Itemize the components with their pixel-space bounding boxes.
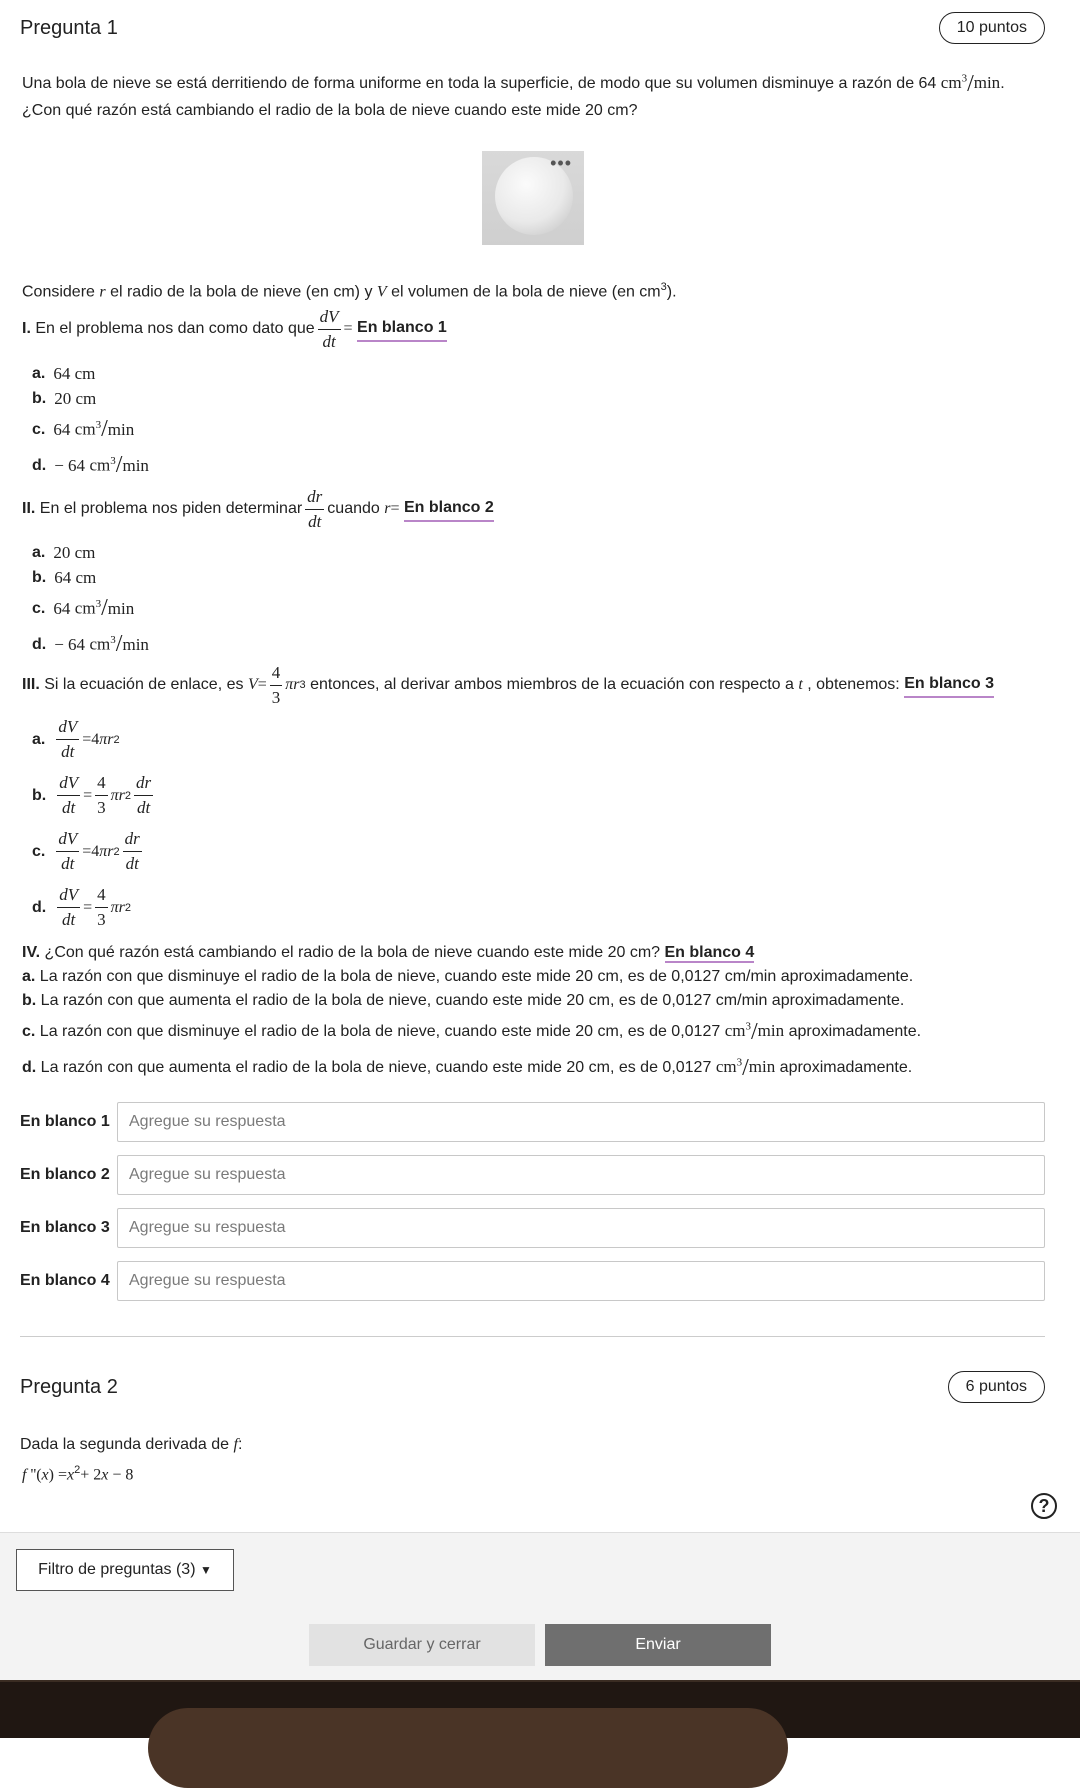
question-2-points-badge: 6 puntos xyxy=(948,1371,1045,1403)
answer-label-3: En blanco 3 xyxy=(20,1219,110,1236)
question-1-header xyxy=(20,10,1045,46)
item-II-text: En el problema nos piden determinar xyxy=(39,500,303,518)
consider-text-a: Considere xyxy=(22,283,95,301)
blank-1-marker[interactable]: En blanco 1 xyxy=(357,317,447,341)
four-thirds-fraction: $\frac{4}{3}$ xyxy=(271,663,281,707)
item-III-option-b: b. $\frac{dV}{dt}$ = $\frac{4}{3}$ πr 2 $\frac{dr}{dt}$ xyxy=(32,773,152,817)
question-filter-label: Filtro de preguntas (3) xyxy=(38,1561,196,1578)
consider-text-b: el radio de la bola de nieve (en cm) y xyxy=(110,283,373,301)
item-II-option-c: c. 64 $cm^3$ / min xyxy=(32,595,135,621)
snowball-image xyxy=(482,151,584,245)
item-IV xyxy=(22,942,754,964)
item-III-option-d: d. $\frac{dV}{dt}$ = $\frac{4}{3}$ πr 2 xyxy=(32,885,132,929)
item-IV-option-b: b. La razón con que aumenta el radio de la bola de nieve, cuando este mide 20 cm, es de 0,0127 cm/min aproximadamente. xyxy=(22,992,905,1009)
answer-input-1[interactable] xyxy=(117,1102,1045,1142)
help-icon[interactable]: ? xyxy=(1031,1493,1057,1519)
item-IV-num: IV. xyxy=(22,944,41,961)
question-2-formula: f ''$(x) =x^2+ 2x - 8$ xyxy=(22,1464,134,1484)
consider-line: Considere r el radio de la bola de nieve (en cm) y V el volumen de la bola de nieve (en $cm^3$). xyxy=(22,281,677,301)
answer-row-3 xyxy=(20,1207,1045,1249)
blank-2-marker[interactable]: En blanco 2 xyxy=(404,497,494,521)
item-III: III. Si la ecuación de enlace, es V = $\frac{4}{3}$ πr 3 entonces, al derivar ambos miembros de la ecuación con respecto a t , obtenemos: En blanco 3 xyxy=(22,663,994,707)
item-I-option-d: d. − 64 $cm^3$ / min xyxy=(32,452,149,478)
bottom-dark-panel xyxy=(0,1680,1080,1738)
item-II-text2: cuando xyxy=(327,500,380,518)
image-more-icon[interactable]: ••• xyxy=(550,153,572,173)
answer-label-1: En blanco 1 xyxy=(20,1113,110,1130)
item-I-option-c: c. 64 $cm^3$ / min xyxy=(32,416,135,442)
question-1-points-badge: 10 puntos xyxy=(939,12,1045,44)
question-2-header xyxy=(20,1369,1045,1405)
item-III-text3: , obtenemos: xyxy=(807,676,900,694)
item-IV-option-c: c. La razón con que disminuye el radio de la bola de nieve, cuando este mide 20 cm, es de 0,0127 $cm^3/\min$ aproximadamente. xyxy=(22,1019,922,1045)
item-I: I. En el problema nos dan como dato que $\frac{dV}{dt}$ = En blanco 1 xyxy=(22,307,447,351)
bottom-pill-shape xyxy=(148,1708,788,1788)
dV-dt-fraction: $\frac{dV}{dt}$ xyxy=(319,307,339,351)
item-I-text: En el problema nos dan como dato que xyxy=(35,320,315,338)
item-IV-option-a: a. La razón con que disminuye el radio de la bola de nieve, cuando este mide 20 cm, es de 0,0127 cm/min aproximadamente. xyxy=(22,968,914,985)
consider-text-d: ). xyxy=(666,283,677,301)
blank-3-marker[interactable]: En blanco 3 xyxy=(904,673,994,697)
stem-text: Una bola de nieve se está derritiendo de forma uniforme en toda la superficie, de modo que su volumen disminuye a razón de 64 xyxy=(22,75,937,92)
answer-label-2: En blanco 2 xyxy=(20,1166,110,1183)
question-1-title: Pregunta 1 xyxy=(20,16,118,39)
item-II-option-b: b. 64 cm xyxy=(32,568,97,587)
item-II-option-d: d. − 64 $cm^3$ / min xyxy=(32,631,149,657)
dr-dt-fraction: $\frac{dr}{dt}$ xyxy=(307,487,323,531)
item-II: II. En el problema nos piden determinar $\frac{dr}{dt}$ cuando r = En blanco 2 xyxy=(22,487,494,531)
question-2-title: Pregunta 2 xyxy=(20,1375,118,1398)
question-1-stem: Una bola de nieve se está derritiendo de forma uniforme en toda la superficie, de modo que su volumen disminuye a razón de 64 $cm^3/\min$. xyxy=(22,71,1005,97)
item-II-option-a: a. 20 cm xyxy=(32,543,96,562)
submit-button[interactable]: Enviar xyxy=(545,1624,771,1666)
answer-row-4 xyxy=(20,1260,1045,1302)
item-I-option-a: a. 64 cm xyxy=(32,364,96,383)
stem-unit: $cm^3$ xyxy=(940,72,968,92)
item-IV-option-d: d. La razón con que aumenta el radio de la bola de nieve, cuando este mide 20 cm, es de 0,0127 $cm^3/\min$ aproximadamente. xyxy=(22,1055,913,1081)
answer-input-3[interactable] xyxy=(117,1208,1045,1248)
answer-row-1 xyxy=(20,1101,1045,1143)
save-and-close-button[interactable]: Guardar y cerrar xyxy=(309,1624,535,1666)
item-IV-text: ¿Con qué razón está cambiando el radio de la bola de nieve cuando este mide 20 cm? xyxy=(44,944,661,961)
blank-4-marker[interactable]: En blanco 4 xyxy=(664,944,755,961)
consider-text-c: el volumen de la bola de nieve (en cm xyxy=(391,283,661,301)
item-I-num: I. xyxy=(22,320,31,338)
question-divider xyxy=(20,1336,1045,1337)
question-filter-button[interactable] xyxy=(16,1549,234,1591)
answer-row-2 xyxy=(20,1154,1045,1196)
question-1-stem-line2: ¿Con qué razón está cambiando el radio de la bola de nieve cuando este mide 20 cm? xyxy=(22,102,638,119)
question-2-stem-end: : xyxy=(237,1436,243,1453)
question-2-stem: Dada la segunda derivada de f: xyxy=(20,1436,243,1453)
item-III-num: III. xyxy=(22,676,40,694)
answer-label-4: En blanco 4 xyxy=(20,1272,110,1289)
item-III-option-a: a. $\frac{dV}{dt}$ =4 πr 2 xyxy=(32,717,120,761)
caret-down-icon: ▼ xyxy=(199,1563,212,1577)
item-I-option-b: b. 20 cm xyxy=(32,389,97,408)
answer-input-4[interactable] xyxy=(117,1261,1045,1301)
answer-input-2[interactable] xyxy=(117,1155,1045,1195)
item-II-num: II. xyxy=(22,500,36,518)
question-2-stem-text: Dada la segunda derivada de xyxy=(20,1436,230,1453)
item-III-option-c: c. $\frac{dV}{dt}$ =4 πr 2 $\frac{dr}{dt}$ xyxy=(32,829,140,873)
item-III-text2: entonces, al derivar ambos miembros de la ecuación con respecto a xyxy=(310,676,794,694)
item-III-text: Si la ecuación de enlace, es xyxy=(44,676,244,694)
